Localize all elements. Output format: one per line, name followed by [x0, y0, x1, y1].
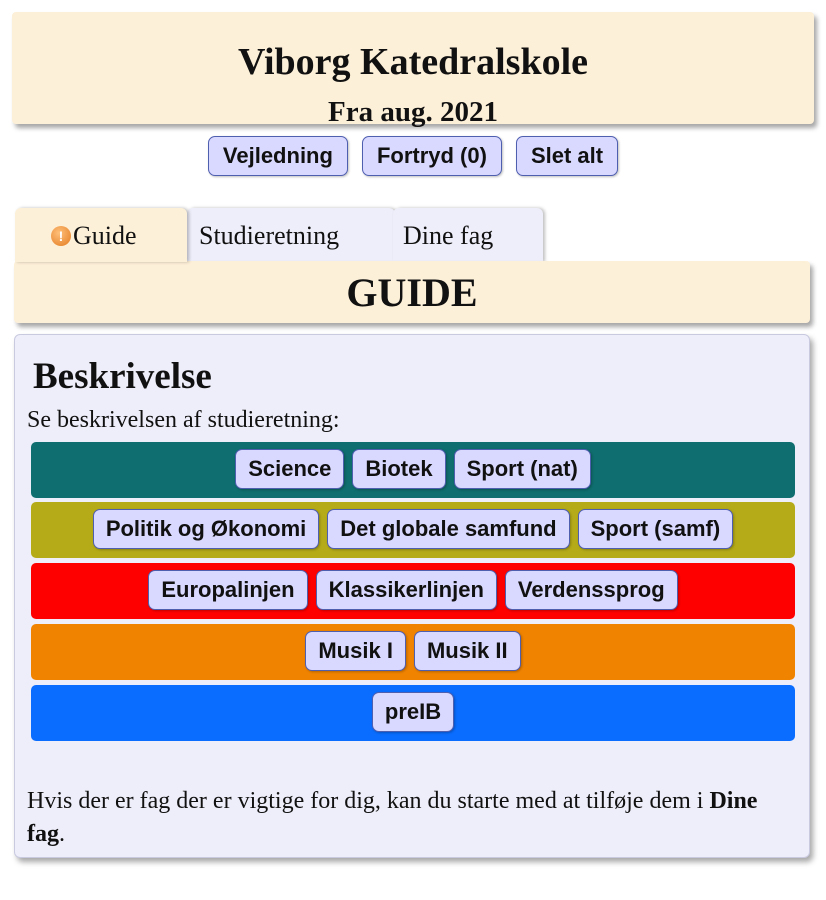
band-sprog: [31, 563, 795, 619]
app-header: [12, 12, 814, 128]
section-title-bar: [14, 261, 810, 323]
study-button-biotek[interactable]: Biotek: [352, 449, 445, 489]
section-title: GUIDE: [346, 270, 478, 315]
hint-text-start: Hvis der er fag der er vigtige for dig, kan du starte med at tilføje dem i: [27, 788, 710, 814]
study-button-musik-1[interactable]: Musik I: [305, 631, 406, 671]
panel-heading: Beskrivelse: [33, 356, 212, 397]
tab-guide-label: Guide: [73, 221, 137, 250]
study-button-politik-okonomi[interactable]: Politik og Økonomi: [93, 509, 319, 549]
clear-all-button[interactable]: Slet alt: [516, 136, 618, 176]
school-title: Viborg Katedralskole: [237, 41, 589, 83]
band-samfund: [31, 502, 795, 558]
hint-text: [27, 785, 797, 851]
study-button-science[interactable]: Science: [235, 449, 344, 489]
guide-button[interactable]: Vejledning: [208, 136, 348, 176]
study-button-verdenssprog[interactable]: Verdenssprog: [505, 570, 678, 610]
guide-panel: [14, 334, 810, 858]
hint-text-end: .: [59, 821, 65, 847]
school-subtitle: Fra aug. 2021: [328, 96, 498, 128]
band-science: [31, 442, 795, 498]
study-button-preib[interactable]: preIB: [372, 692, 454, 732]
toolbar: [0, 136, 826, 176]
study-button-europalinjen[interactable]: Europalinjen: [148, 570, 307, 610]
warning-icon: !: [51, 226, 71, 246]
tab-dine-fag[interactable]: [393, 208, 543, 262]
study-button-sport-nat[interactable]: Sport (nat): [454, 449, 591, 489]
study-button-globale-samfund[interactable]: Det globale samfund: [327, 509, 569, 549]
undo-button[interactable]: Fortryd (0): [362, 136, 502, 176]
dine-fag-link-text: Dine fag: [27, 788, 758, 847]
study-button-musik-2[interactable]: Musik II: [414, 631, 521, 671]
tab-dine-fag-label: Dine fag: [403, 221, 494, 250]
panel-intro: Se beskrivelsen af studieretning:: [27, 407, 340, 433]
study-button-klassikerlinjen[interactable]: Klassikerlinjen: [316, 570, 497, 610]
tab-studieretning-label: Studieretning: [199, 221, 340, 250]
study-button-sport-samf[interactable]: Sport (samf): [578, 509, 734, 549]
band-ib: [31, 685, 795, 741]
band-musik: [31, 624, 795, 680]
tab-studieretning[interactable]: [187, 208, 395, 262]
tab-guide[interactable]: [15, 208, 187, 262]
